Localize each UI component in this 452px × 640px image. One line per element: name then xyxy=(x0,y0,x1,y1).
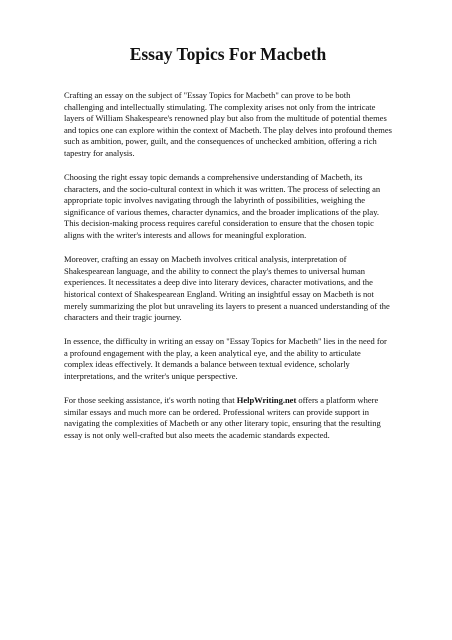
paragraph-assistance xyxy=(64,395,392,441)
paragraph-choosing-topic: Choosing the right essay topic demands a comprehensive understanding of Macbeth, its characters, and the socio-cultural context in which it was written. The process of selecting an appropriate topic involves navigating through the labyrinth of possibilities, weighing the significance of various themes, character dynamics, and the broader implications of the play. This decision-making process requires careful consideration to ensure that the chosen topic aligns with the writer's interests and allows for meaningful exploration. xyxy=(64,172,381,241)
assistance-text-before: For those seeking assistance, it's worth noting that xyxy=(64,395,237,406)
helpwriting-brand: HelpWriting.net xyxy=(236,395,297,406)
document-title: Essay Topics For Macbeth xyxy=(129,44,327,64)
assistance-text-after: offers a platform where similar essays and much more can be ordered. Professional writers can provide support in navigating the complexities of Macbeth or any other literary topic, ensuring that the resulting essay is not only well-crafted but also meets the academic standards expected. xyxy=(64,395,381,440)
paragraph-in-essence: In essence, the difficulty in writing an essay on "Essay Topics for Macbeth" lies in the need for a profound engagement with the play, a keen analytical eye, and the ability to articulate complex ideas effectively. It demands a balance between textual evidence, scholarly interpretations, and the writer's unique perspective. xyxy=(64,336,387,381)
paragraph-intro: Crafting an essay on the subject of "Essay Topics for Macbeth" can prove to be both challenging and intellectually stimulating. The complexity arises not only from the intricate layers of William Shakespeare's renowned play but also from the multitude of potential themes and topics one can explore within the context of Macbeth. The play delves into profound themes such as ambition, power, guilt, and the consequences of unchecked ambition, offering a rich tapestry for analysis. xyxy=(64,90,392,158)
paragraph-critical-analysis: Moreover, crafting an essay on Macbeth involves critical analysis, interpretation of Shakespearean language, and the ability to connect the play's themes to universal human experiences. It necessitates a deep dive into literary devices, character motivations, and the historical context of Shakespearean England. Writing an insightful essay on Macbeth is not merely summarizing the plot but unraveling its layers to present a nuanced understanding of the characters and their tragic journey. xyxy=(64,254,390,323)
